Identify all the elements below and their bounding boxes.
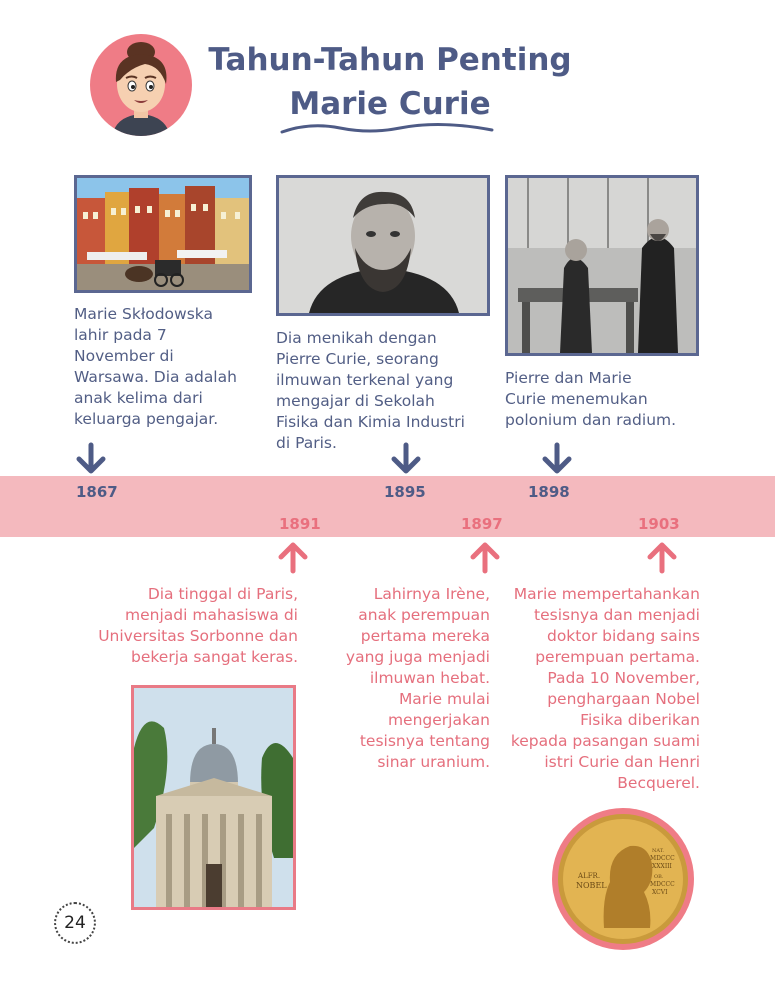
title-underline-wave — [280, 118, 495, 138]
page-title — [190, 38, 590, 126]
warsaw-photo — [74, 175, 252, 293]
year-1903: 1903 — [638, 515, 680, 533]
medal-inscription-mdccc-2: MDCCC — [650, 881, 675, 888]
title-line-2: Marie Curie — [289, 86, 491, 122]
year-1897: 1897 — [461, 515, 503, 533]
medal-inscription-mdccc-1: MDCCC — [650, 855, 675, 862]
medal-inscription-xcvi: XCVI — [652, 889, 668, 896]
pierre-curie-portrait — [276, 175, 490, 316]
nobel-medal-icon — [552, 808, 694, 950]
medal-inscription-nat: NAT. — [652, 848, 664, 854]
medal-inscription-alfr: ALFR. — [578, 872, 601, 880]
year-1867: 1867 — [76, 483, 118, 501]
event-1891-text: Dia tinggal di Paris, menjadi mahasiswa di Universitas Sorbonne dan bekerja sangat keras. — [98, 585, 298, 666]
arrow-up-icon — [645, 540, 679, 574]
medal-inscription-nobel: NOBEL — [576, 881, 607, 890]
avatar — [90, 34, 192, 136]
medal-inscription-ob: OB. — [654, 874, 664, 880]
arrow-up-icon — [276, 540, 310, 574]
event-1895-text: Dia menikah dengan Pierre Curie, seorang ilmuwan terkenal yang mengajar di Sekolah Fisika dan Kimia Industri di Paris. — [276, 329, 465, 452]
medal-inscription-xxxiii: XXXIII — [652, 863, 672, 870]
event-1867-text: Marie Skłodowska lahir pada 7 November di Warsawa. Dia adalah anak kelima dari keluarga pengajar. — [74, 305, 237, 428]
arrow-down-icon — [540, 442, 574, 476]
girl-avatar-icon — [90, 34, 192, 136]
year-1891: 1891 — [279, 515, 321, 533]
arrow-down-icon — [389, 442, 423, 476]
arrow-down-icon — [74, 442, 108, 476]
curie-lab-photo — [505, 175, 699, 356]
year-1895: 1895 — [384, 483, 426, 501]
event-1898-text: Pierre dan Marie Curie menemukan polonium dan radium. — [505, 369, 677, 429]
nobel-medal-frame — [552, 808, 694, 950]
sorbonne-photo — [131, 685, 296, 910]
year-1898: 1898 — [528, 483, 570, 501]
page-number: 24 — [54, 902, 96, 944]
event-1903-text: Marie mempertahankan tesisnya dan menjadi doktor bidang sains perempuan pertama. Pada 10 November, penghargaan Nobel Fisika diberikan kepada pasangan suami istri Curie dan Henri Becquerel. — [510, 585, 700, 792]
event-1897-text: Lahirnya Irène, anak perempuan pertama mereka yang juga menjadi ilmuwan hebat. Marie mulai mengerjakan tesisnya tentang sinar uranium. — [345, 585, 490, 771]
arrow-up-icon — [468, 540, 502, 574]
title-line-1: Tahun-Tahun Penting — [208, 42, 572, 78]
